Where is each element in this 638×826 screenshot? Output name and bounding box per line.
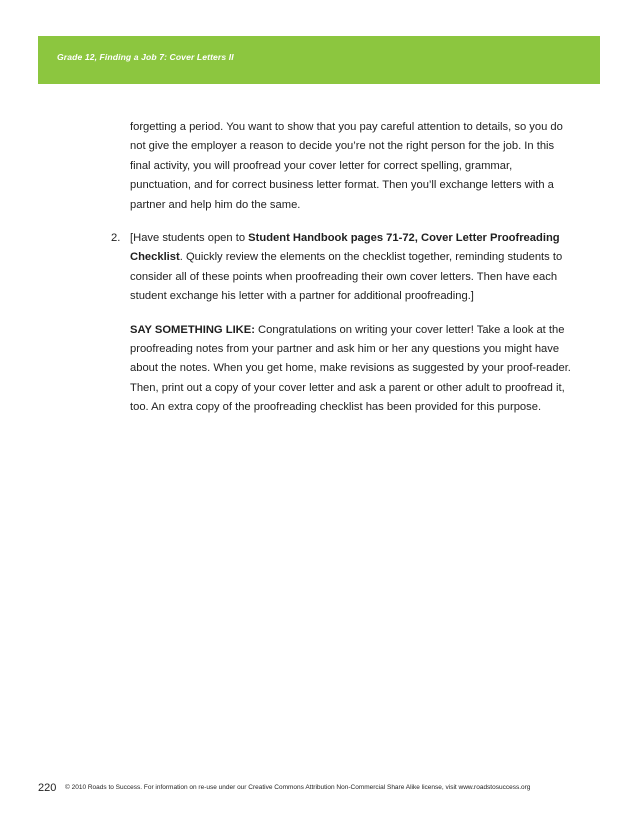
- header-bar: [38, 36, 600, 84]
- say-text: Congratulations on writing your cover letter! Take a look at the proofreading notes from your partner and ask him or her any questions you might have about the notes. When you get home, make revisions as suggested by your proof-reader. Then, print out a copy of your cover letter and ask a parent or other adult to proofread it, too. An extra copy of the proofreading checklist has been provided for this purpose.: [130, 323, 571, 414]
- copyright-notice: © 2010 Roads to Success. For information on re-use under our Creative Commons Attribution Non-Commercial Share Alike license, visit www.roadstosuccess.org: [65, 784, 531, 791]
- list-item-text: [130, 229, 576, 307]
- header-title: Grade 12, Finding a Job 7: Cover Letters II: [57, 52, 234, 62]
- handbook-reference: Student Handbook pages 71-72, Cover Letter Proofreading Checklist: [130, 232, 560, 264]
- intro-paragraph: forgetting a period. You want to show that you pay careful attention to details, so you do not give the employer a reason to decide you’re not the right person for the job. In this final activity, you will proofread your cover letter for correct spelling, grammar, punctuation, and for correct business letter format. Then you’ll exchange letters with a partner and help him do the same.: [130, 121, 563, 211]
- instruction-text-1: [Have students open to: [130, 232, 249, 245]
- list-item-2: [111, 229, 576, 307]
- lesson-content: [111, 118, 576, 418]
- list-item-number: 2.: [111, 232, 121, 245]
- page-number: 220: [38, 782, 57, 794]
- instruction-text-2: . Quickly review the elements on the checklist together, reminding students to consider all of these points when proofreading their own cover letters. Then have each student exchange his letter with a partner for additional proofreading.]: [130, 251, 563, 303]
- say-label: SAY SOMETHING LIKE:: [130, 323, 255, 336]
- say-something-paragraph: [130, 321, 576, 418]
